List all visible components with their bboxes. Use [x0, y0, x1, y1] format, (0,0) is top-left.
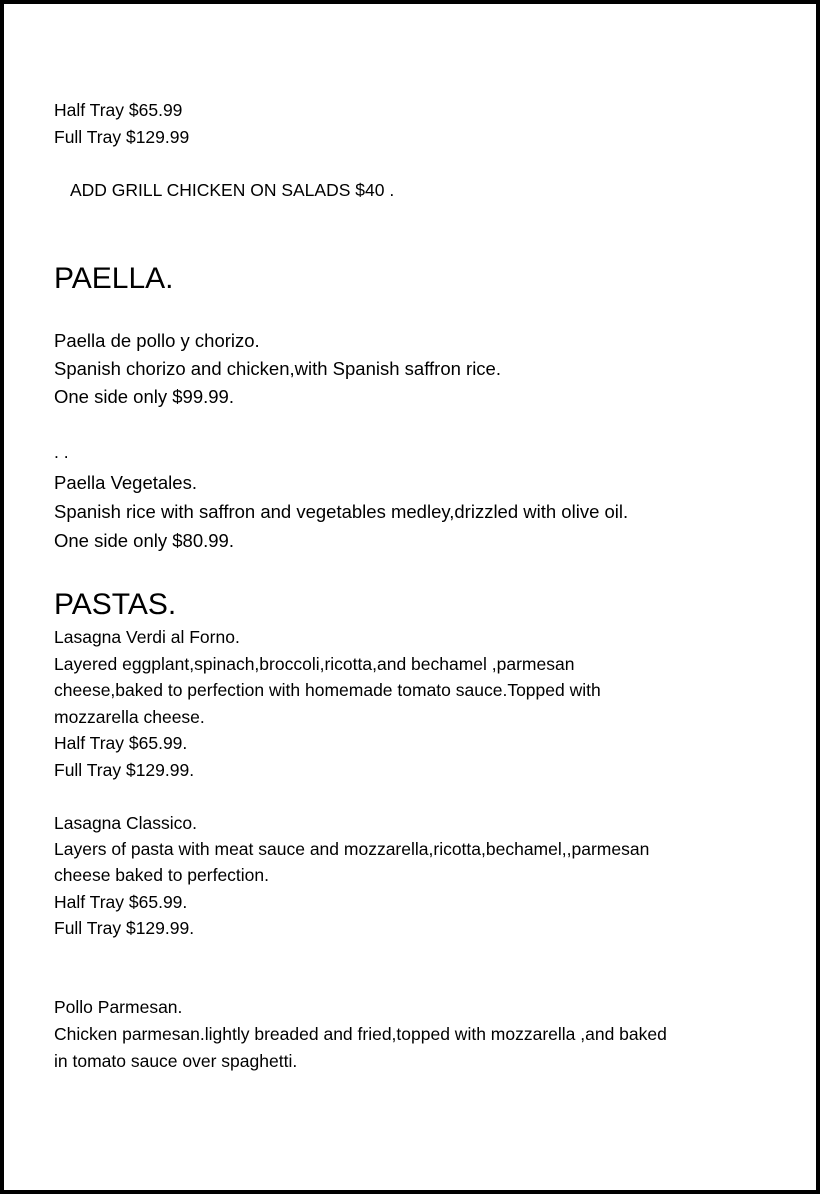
pasta-item-description: Layered eggplant,spinach,broccoli,ricotta,and bechamel ,parmesan: [54, 654, 575, 674]
paella-item-name: Paella de pollo y chorizo.: [54, 330, 260, 351]
pasta-full-tray-price: Full Tray $129.99.: [54, 918, 195, 938]
pastas-heading: PASTAS.: [54, 588, 177, 621]
intro-half-tray-price: Half Tray $65.99: [54, 100, 183, 120]
pasta-item-description: cheese baked to perfection.: [54, 865, 270, 885]
pasta-item-description: Layers of pasta with meat sauce and mozzarella,ricotta,bechamel,,parmesan: [54, 839, 650, 859]
paella-heading: PAELLA.: [54, 262, 174, 295]
add-grill-chicken-note: ADD GRILL CHICKEN ON SALADS $40 .: [70, 180, 395, 200]
pasta-item-name: Lasagna Classico.: [54, 813, 197, 833]
pasta-item-description: in tomato sauce over spaghetti.: [54, 1051, 298, 1071]
paella-item-description: Spanish chorizo and chicken,with Spanish saffron rice.: [54, 358, 501, 379]
paella-item-name: Paella Vegetales.: [54, 472, 197, 493]
pasta-item-description: mozzarella cheese.: [54, 707, 205, 727]
pasta-item-description: cheese,baked to perfection with homemade tomato sauce.Topped with: [54, 680, 601, 700]
pasta-full-tray-price: Full Tray $129.99.: [54, 760, 195, 780]
pasta-item-name: Lasagna Verdi al Forno.: [54, 627, 240, 647]
paella-item-price: One side only $99.99.: [54, 386, 234, 407]
pasta-item-description: Chicken parmesan.lightly breaded and fried,topped with mozzarella ,and baked: [54, 1024, 667, 1044]
intro-full-tray-price: Full Tray $129.99: [54, 127, 190, 147]
pasta-half-tray-price: Half Tray $65.99.: [54, 733, 188, 753]
paella-item-price: One side only $80.99.: [54, 530, 234, 551]
paella-separator: . .: [54, 442, 69, 462]
pasta-half-tray-price: Half Tray $65.99.: [54, 892, 188, 912]
paella-item-description: Spanish rice with saffron and vegetables medley,drizzled with olive oil.: [54, 501, 629, 522]
pasta-item-name: Pollo Parmesan.: [54, 997, 183, 1017]
